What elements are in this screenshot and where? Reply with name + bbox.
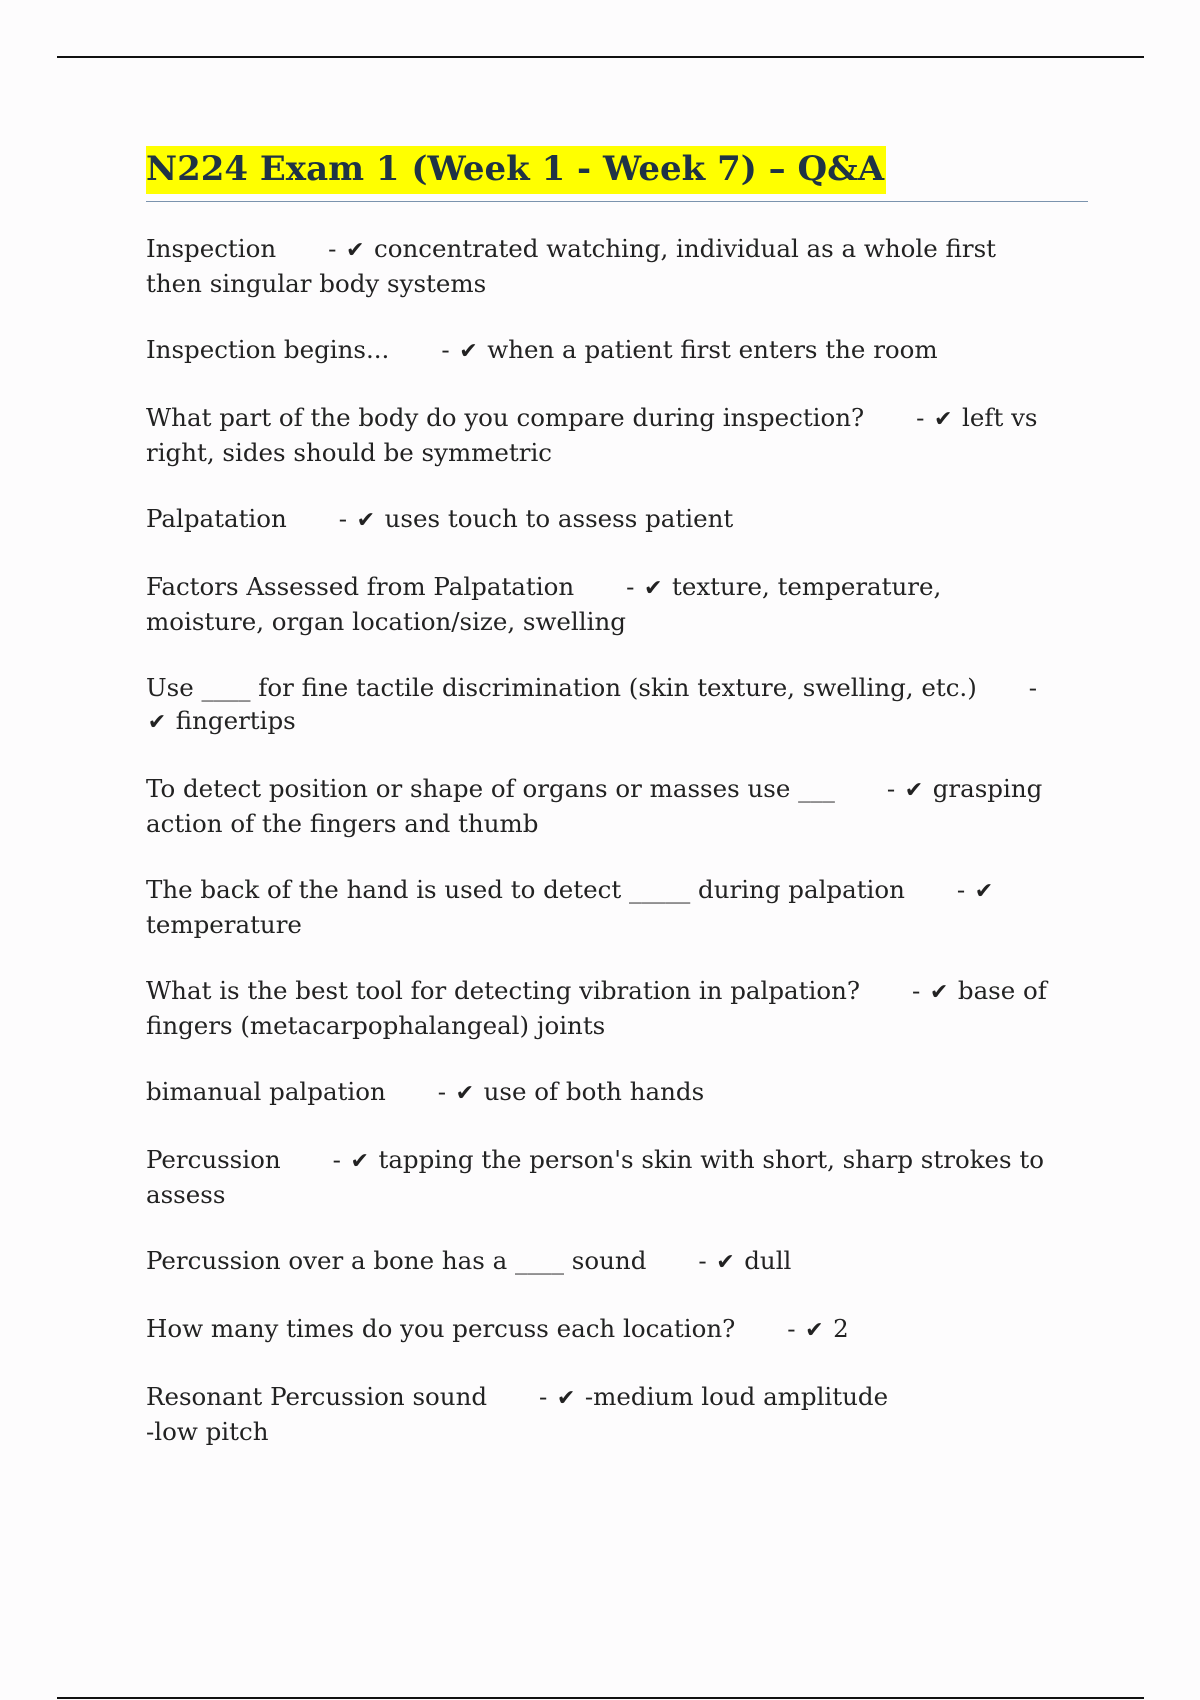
check-icon: ✔	[643, 576, 663, 601]
check-icon: ✔	[929, 980, 949, 1005]
qa-item	[146, 1244, 1056, 1279]
answer-text: when a patient first enters the room	[487, 335, 938, 364]
qa-list	[146, 232, 1056, 1481]
qa-item	[146, 401, 1056, 469]
qa-item	[146, 873, 1056, 941]
answer-text: left vs right, sides should be symmetric	[146, 403, 1038, 467]
separator-dash: -	[912, 976, 921, 1005]
top-rule	[57, 56, 1144, 58]
title-block	[146, 146, 1088, 202]
separator-dash: -	[916, 403, 925, 432]
question-text: Resonant Percussion sound	[146, 1382, 488, 1411]
separator-dash: -	[328, 234, 337, 263]
question-text: The back of the hand is used to detect _____ during palpation	[146, 875, 905, 904]
answer-text: grasping action of the fingers and thumb	[146, 774, 1043, 838]
question-text: What is the best tool for detecting vibration in palpation?	[146, 976, 861, 1005]
check-icon: ✔	[459, 339, 478, 364]
qa-item	[146, 1380, 1056, 1448]
question-text: Inspection	[146, 234, 277, 263]
check-icon: ✔	[904, 778, 924, 803]
check-icon: ✔	[350, 1149, 369, 1174]
separator-dash: -	[886, 774, 896, 803]
question-text: Factors Assessed from Palpatation	[146, 572, 575, 601]
check-icon: ✔	[974, 879, 994, 904]
answer-text: texture, temperature, moisture, organ location/size, swelling	[146, 572, 942, 636]
check-icon: ✔	[716, 1250, 735, 1275]
answer-text: dull	[744, 1246, 792, 1275]
check-icon: ✔	[934, 407, 953, 432]
question-text: Palpatation	[146, 504, 287, 533]
answer-text: -medium loud amplitude -low pitch	[146, 1382, 889, 1446]
check-icon: ✔	[556, 1386, 576, 1411]
bottom-rule	[57, 1697, 1144, 1699]
question-text: What part of the body do you compare during inspection?	[146, 403, 865, 432]
qa-item	[146, 671, 1056, 739]
check-icon: ✔	[356, 508, 376, 533]
answer-text: fingertips	[175, 706, 296, 735]
check-icon: ✔	[455, 1081, 475, 1106]
question-text: To detect position or shape of organs or masses use ___	[146, 774, 835, 803]
qa-item	[146, 1075, 1056, 1110]
qa-item	[146, 502, 1056, 537]
separator-dash: -	[441, 335, 450, 364]
check-icon: ✔	[805, 1318, 824, 1343]
separator-dash: -	[332, 1145, 341, 1174]
qa-item	[146, 570, 1056, 638]
question-text: Inspection begins...	[146, 335, 390, 364]
separator-dash: -	[626, 572, 635, 601]
qa-item	[146, 1143, 1056, 1211]
answer-text: base of fingers (metacarpophalangeal) joints	[146, 976, 1047, 1040]
question-text: Percussion	[146, 1145, 281, 1174]
qa-item	[146, 1312, 1056, 1347]
separator-dash: -	[539, 1382, 548, 1411]
qa-item	[146, 333, 1056, 368]
answer-text: 2	[833, 1314, 849, 1343]
qa-item	[146, 974, 1056, 1042]
qa-item	[146, 232, 1056, 300]
separator-dash: -	[437, 1077, 447, 1106]
question-text: bimanual palpation	[146, 1077, 386, 1106]
question-text: Percussion over a bone has a ____ sound	[146, 1246, 647, 1275]
question-text: Use ____ for fine tactile discrimination (skin texture, swelling, etc.)	[146, 673, 977, 702]
separator-dash: -	[1028, 673, 1038, 702]
separator-dash: -	[338, 504, 348, 533]
check-icon: ✔	[346, 238, 365, 263]
separator-dash: -	[787, 1314, 796, 1343]
answer-text: temperature	[146, 910, 302, 939]
qa-item	[146, 772, 1056, 840]
separator-dash: -	[698, 1246, 707, 1275]
question-text: How many times do you percuss each location?	[146, 1314, 736, 1343]
answer-text: use of both hands	[483, 1077, 705, 1106]
answer-text: concentrated watching, individual as a whole first then singular body systems	[146, 234, 997, 298]
answer-text: uses touch to assess patient	[384, 504, 734, 533]
document-title: N224 Exam 1 (Week 1 - Week 7) – Q&A	[146, 146, 886, 194]
separator-dash: -	[956, 875, 966, 904]
answer-text: tapping the person's skin with short, sharp strokes to assess	[146, 1145, 1044, 1209]
check-icon: ✔	[147, 710, 167, 735]
